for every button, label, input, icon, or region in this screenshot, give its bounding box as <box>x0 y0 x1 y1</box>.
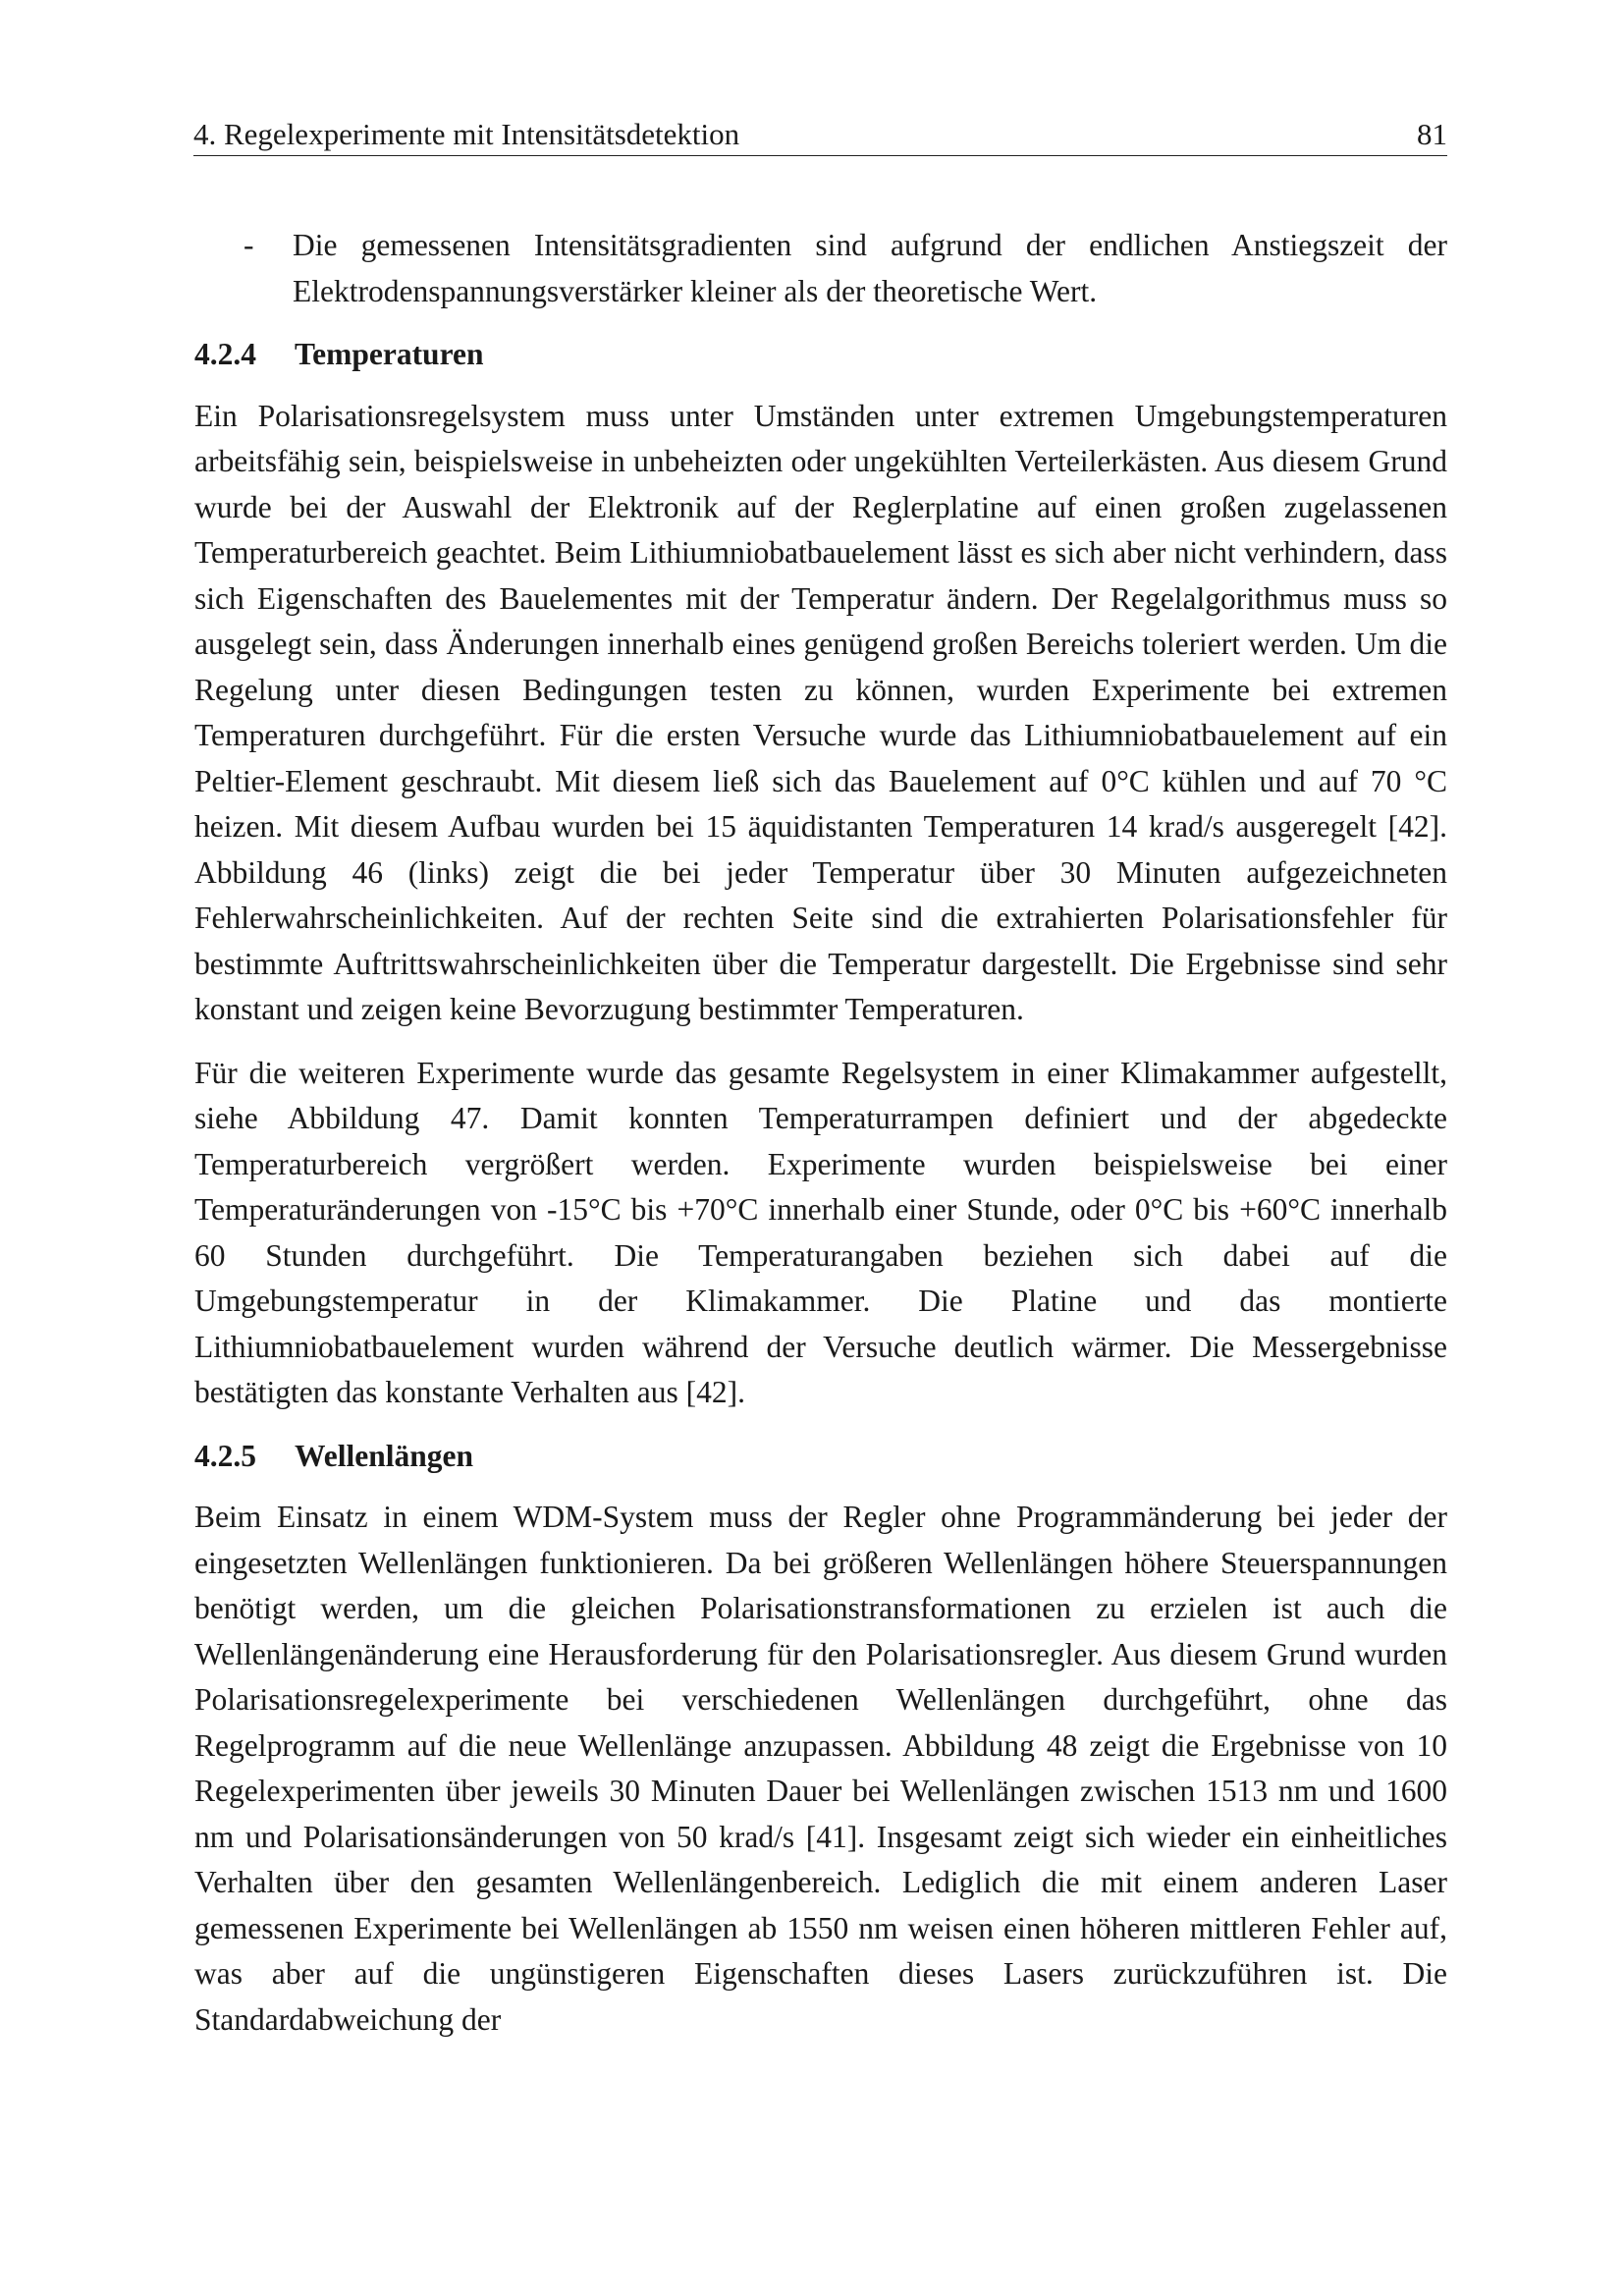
paragraph: Beim Einsatz in einem WDM-System muss der Regler ohne Programmänderung bei jeder der eingesetzten Wellenlängen funktionieren. Da bei größeren Wellenlängen höhere Steuerspannungen benötigt werden, um die gleichen Polarisationstransformationen zu erzielen ist auch die Wellenlängenänderung eine Herausforderung für den Polarisationsregler. Aus diesem Grund wurden Polarisationsregelexperimente bei verschiedenen Wellenlängen durchgeführt, ohne das Regelprogramm auf die neue Wellenlänge anzupassen. Abbildung 48 zeigt die Ergebnisse von 10 Regelexperimenten über jeweils 30 Minuten Dauer bei Wellenlängen zwischen 1513 nm und 1600 nm und Polarisationsänderungen von 50 krad/s [41]. Insgesamt zeigt sich wieder ein einheitliches Verhalten über den gesamten Wellenlängenbereich. Lediglich die mit einem anderen Laser gemessenen Experimente bei Wellenlängen ab 1550 nm weisen einen höheren mittleren Fehler auf, was aber auf die ungünstigeren Eigenschaften dieses Lasers zurückzuführen ist. Die Standardabweichung der <box>194 1500 1447 2037</box>
page-content <box>194 223 1447 2043</box>
section-heading-4-2-5 <box>194 1434 1447 1480</box>
section-heading-4-2-4 <box>194 332 1447 378</box>
page-header <box>193 114 1447 156</box>
bullet-marker: - <box>244 228 254 262</box>
section-title: Wellenlängen <box>295 1438 474 1473</box>
section-number: 4.2.4 <box>194 337 256 371</box>
section-number: 4.2.5 <box>194 1438 256 1473</box>
paragraph: Für die weiteren Experimente wurde das gesamte Regelsystem in einer Klimakammer aufgestellt, siehe Abbildung 47. Damit konnten Temperaturrampen definiert und der abgedeckte Temperaturbereich vergrößert werden. Experimente wurden beispielsweise bei einer Temperaturänderungen von -15°C bis +70°C innerhalb einer Stunde, oder 0°C bis +60°C innerhalb 60 Stunden durchgeführt. Die Temperaturangaben beziehen sich dabei auf die Umgebungstemperatur in der Klimakammer. Die Platine und das montierte Lithiumniobatbauelement wurden während der Versuche deutlich wärmer. Die Messergebnisse bestätigten das konstante Verhalten aus [42]. <box>194 1055 1447 1409</box>
bullet-text: Die gemessenen Intensitätsgradienten sind aufgrund der endlichen Anstiegszeit der Elektrodenspannungsverstärker kleiner als der theoretische Wert. <box>293 228 1447 308</box>
section-title: Temperaturen <box>295 337 484 371</box>
bullet-item <box>244 223 1447 314</box>
paragraph: Ein Polarisationsregelsystem muss unter Umständen unter extremen Umgebungstemperaturen arbeitsfähig sein, beispielsweise in unbeheizten oder ungekühlten Verteilerkästen. Aus diesem Grund wurde bei der Auswahl der Elektronik auf der Reglerplatine auf einen großen zugelassenen Temperaturbereich geachtet. Beim Lithiumniobatbauelement lässt es sich aber nicht verhindern, dass sich Eigenschaften des Bauelementes mit der Temperatur ändern. Der Regelalgorithmus muss so ausgelegt sein, dass Änderungen innerhalb eines genügend großen Bereichs toleriert werden. Um die Regelung unter diesen Bedingungen testen zu können, wurden Experimente bei extremen Temperaturen durchgeführt. Für die ersten Versuche wurde das Lithiumniobatbauelement auf ein Peltier-Element geschraubt. Mit diesem ließ sich das Bauelement auf 0°C kühlen und auf 70 °C heizen. Mit diesem Aufbau wurden bei 15 äquidistanten Temperaturen 14 krad/s ausgeregelt [42]. Abbildung 46 (links) zeigt die bei jeder Temperatur über 30 Minuten aufgezeichneten Fehlerwahrscheinlichkeiten. Auf der rechten Seite sind die extrahierten Polarisationsfehler für bestimmte Auftrittswahrscheinlichkeiten über die Temperatur dargestellt. Die Ergebnisse sind sehr konstant und zeigen keine Bevorzugung bestimmter Temperaturen. <box>194 398 1447 1026</box>
running-title: 4. Regelexperimente mit Intensitätsdetektion <box>193 117 740 151</box>
page-number: 81 <box>1417 117 1447 151</box>
